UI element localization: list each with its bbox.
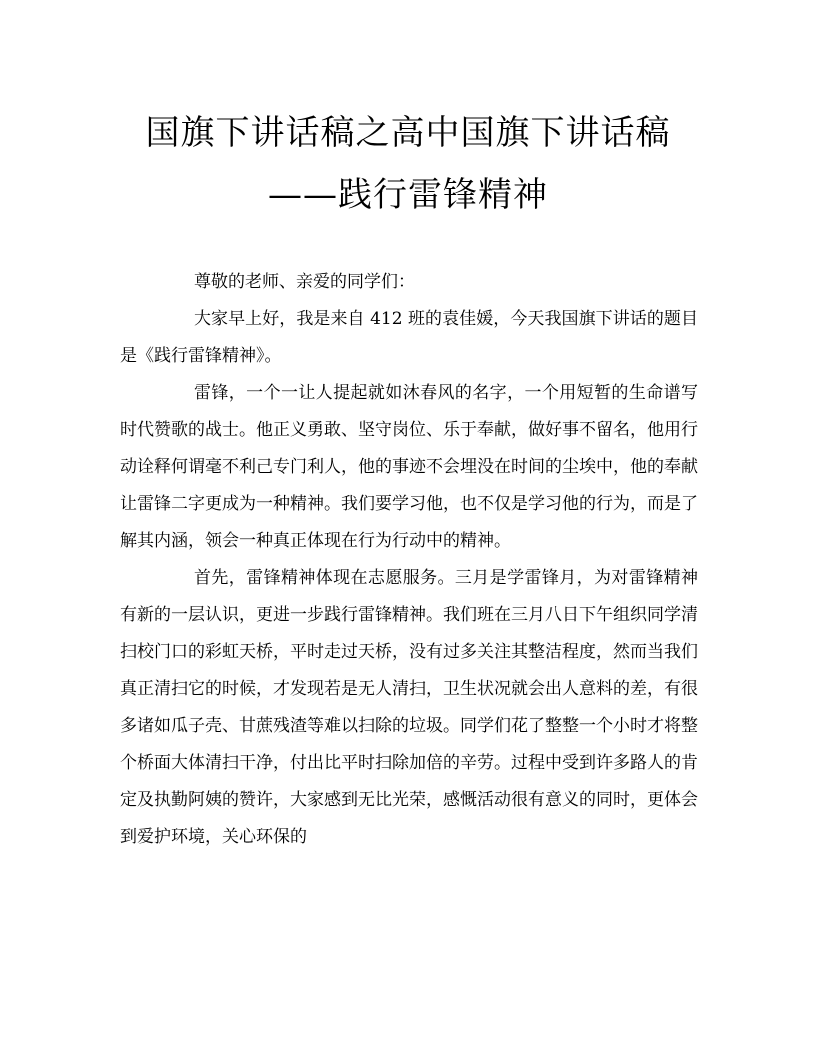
document-title-line-2: ——践行雷锋精神	[268, 175, 548, 215]
document-title-line-1: 国旗下讲话稿之高中国旗下讲话稿	[145, 113, 671, 153]
volunteer-paragraph: 首先，雷锋精神体现在志愿服务。三月是学雷锋月，为对雷锋精神有新的一层认识，更进一步践行雷锋精神。我们班在三月八日下午组织同学清扫校门口的彩虹天桥，平时走过天桥，没有过多关注其整洁程度，然而当我们真正清扫它的时候，才发现若是无人清扫，卫生状况就会出人意料的差，有很多诸如瓜子壳、甘蔗残渣等难以扫除的垃圾。同学们花了整整一个小时才将整个桥面大体清扫干净，付出比平时扫除加倍的辛劳。过程中受到许多路人的肯定及执勤阿姨的赞许，大家感到无比光荣，感慨活动很有意义的同时，更体会到爱护环境，关心环保的	[120, 568, 698, 847]
salutation-paragraph: 尊敬的老师、亲爱的同学们：	[194, 272, 415, 292]
leifeng-paragraph: 雷锋，一个一让人提起就如沐春风的名字，一个用短暂的生命谱写时代赞歌的战士。他正义勇敢、坚守岗位、乐于奉献，做好事不留名，他用行动诠释何谓毫不利己专门利人，他的事迹不会埋没在时间的尘埃中，他的奉献让雷锋二字更成为一种精神。我们要学习他，也不仅是学习他的行为，而是了解其内涵，领会一种真正体现在行为行动中的精神。	[120, 383, 698, 551]
document-body	[120, 264, 698, 856]
intro-paragraph: 大家早上好，我是来自 412 班的袁佳媛，今天我国旗下讲话的题目是《践行雷锋精神》。	[120, 309, 698, 366]
